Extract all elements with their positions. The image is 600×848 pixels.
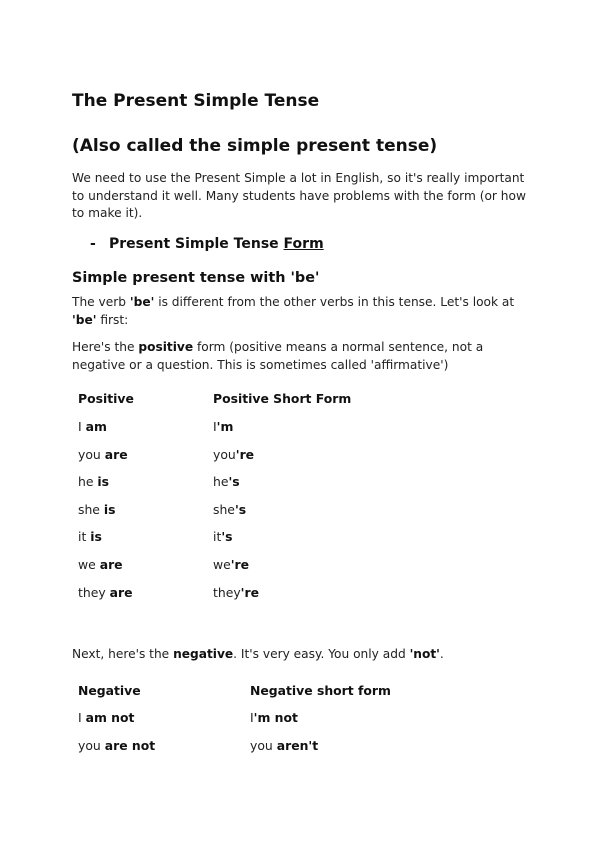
text-run: first: — [96, 312, 129, 327]
table-cell: we're — [213, 557, 250, 572]
page-title: The Present Simple Tense — [72, 91, 320, 111]
bullet-text: Present Simple Tense — [109, 236, 284, 252]
page-subtitle: (Also called the simple present tense) — [72, 136, 438, 156]
table-header: Positive Short Form — [213, 391, 352, 406]
text-run: . It's very easy. You only add — [233, 647, 410, 661]
text-run: Here's the — [72, 340, 139, 354]
text-run: . — [439, 647, 444, 661]
negative-paragraph — [72, 646, 532, 664]
bold-run: 'be' — [129, 295, 155, 309]
table-cell: they are — [78, 585, 133, 600]
table-cell: she is — [78, 502, 116, 517]
table-cell: you're — [213, 447, 255, 462]
table-cell: I am — [78, 419, 107, 434]
bold-run: 'not' — [409, 647, 440, 661]
table-cell: I'm — [213, 419, 234, 434]
table-cell: it's — [213, 529, 233, 544]
table-header: Negative short form — [250, 683, 391, 698]
intro-paragraph: We need to use the Present Simple a lot in English, so it's really important to understand it well. Many students have problems with the form (or how to make it). — [72, 171, 526, 220]
table-cell: he is — [78, 474, 110, 489]
text-run: is different from the other verbs in this tense. Let's look at — [154, 295, 515, 309]
table-cell: we are — [78, 557, 123, 572]
bold-run: 'be' — [72, 312, 97, 327]
bullet-underlined-text: Form — [283, 236, 324, 252]
table-cell: they're — [213, 585, 259, 600]
text-run: The verb — [72, 295, 130, 309]
positive-paragraph — [72, 339, 532, 374]
bold-run: negative — [173, 647, 234, 661]
table-cell: you are — [78, 447, 128, 462]
table-header: Positive — [78, 391, 134, 406]
table-header: Negative — [78, 683, 141, 698]
be-paragraph — [72, 294, 532, 329]
table-cell: it is — [78, 529, 102, 544]
table-cell: you are not — [78, 738, 156, 753]
table-cell: he's — [213, 474, 240, 489]
table-cell: you aren't — [250, 738, 319, 753]
bullet-item-form — [90, 236, 324, 252]
bold-run: positive — [138, 340, 194, 354]
section-heading: Simple present tense with 'be' — [72, 270, 320, 286]
text-run: Next, here's the — [72, 647, 174, 661]
text-run: form (positive means a normal sentence, not a negative or a question. This is sometimes called 'affirmative') — [72, 340, 484, 372]
table-cell: I am not — [78, 710, 135, 725]
table-cell: she's — [213, 502, 247, 517]
table-cell: I'm not — [250, 710, 298, 725]
bullet-dash: - — [90, 236, 96, 252]
